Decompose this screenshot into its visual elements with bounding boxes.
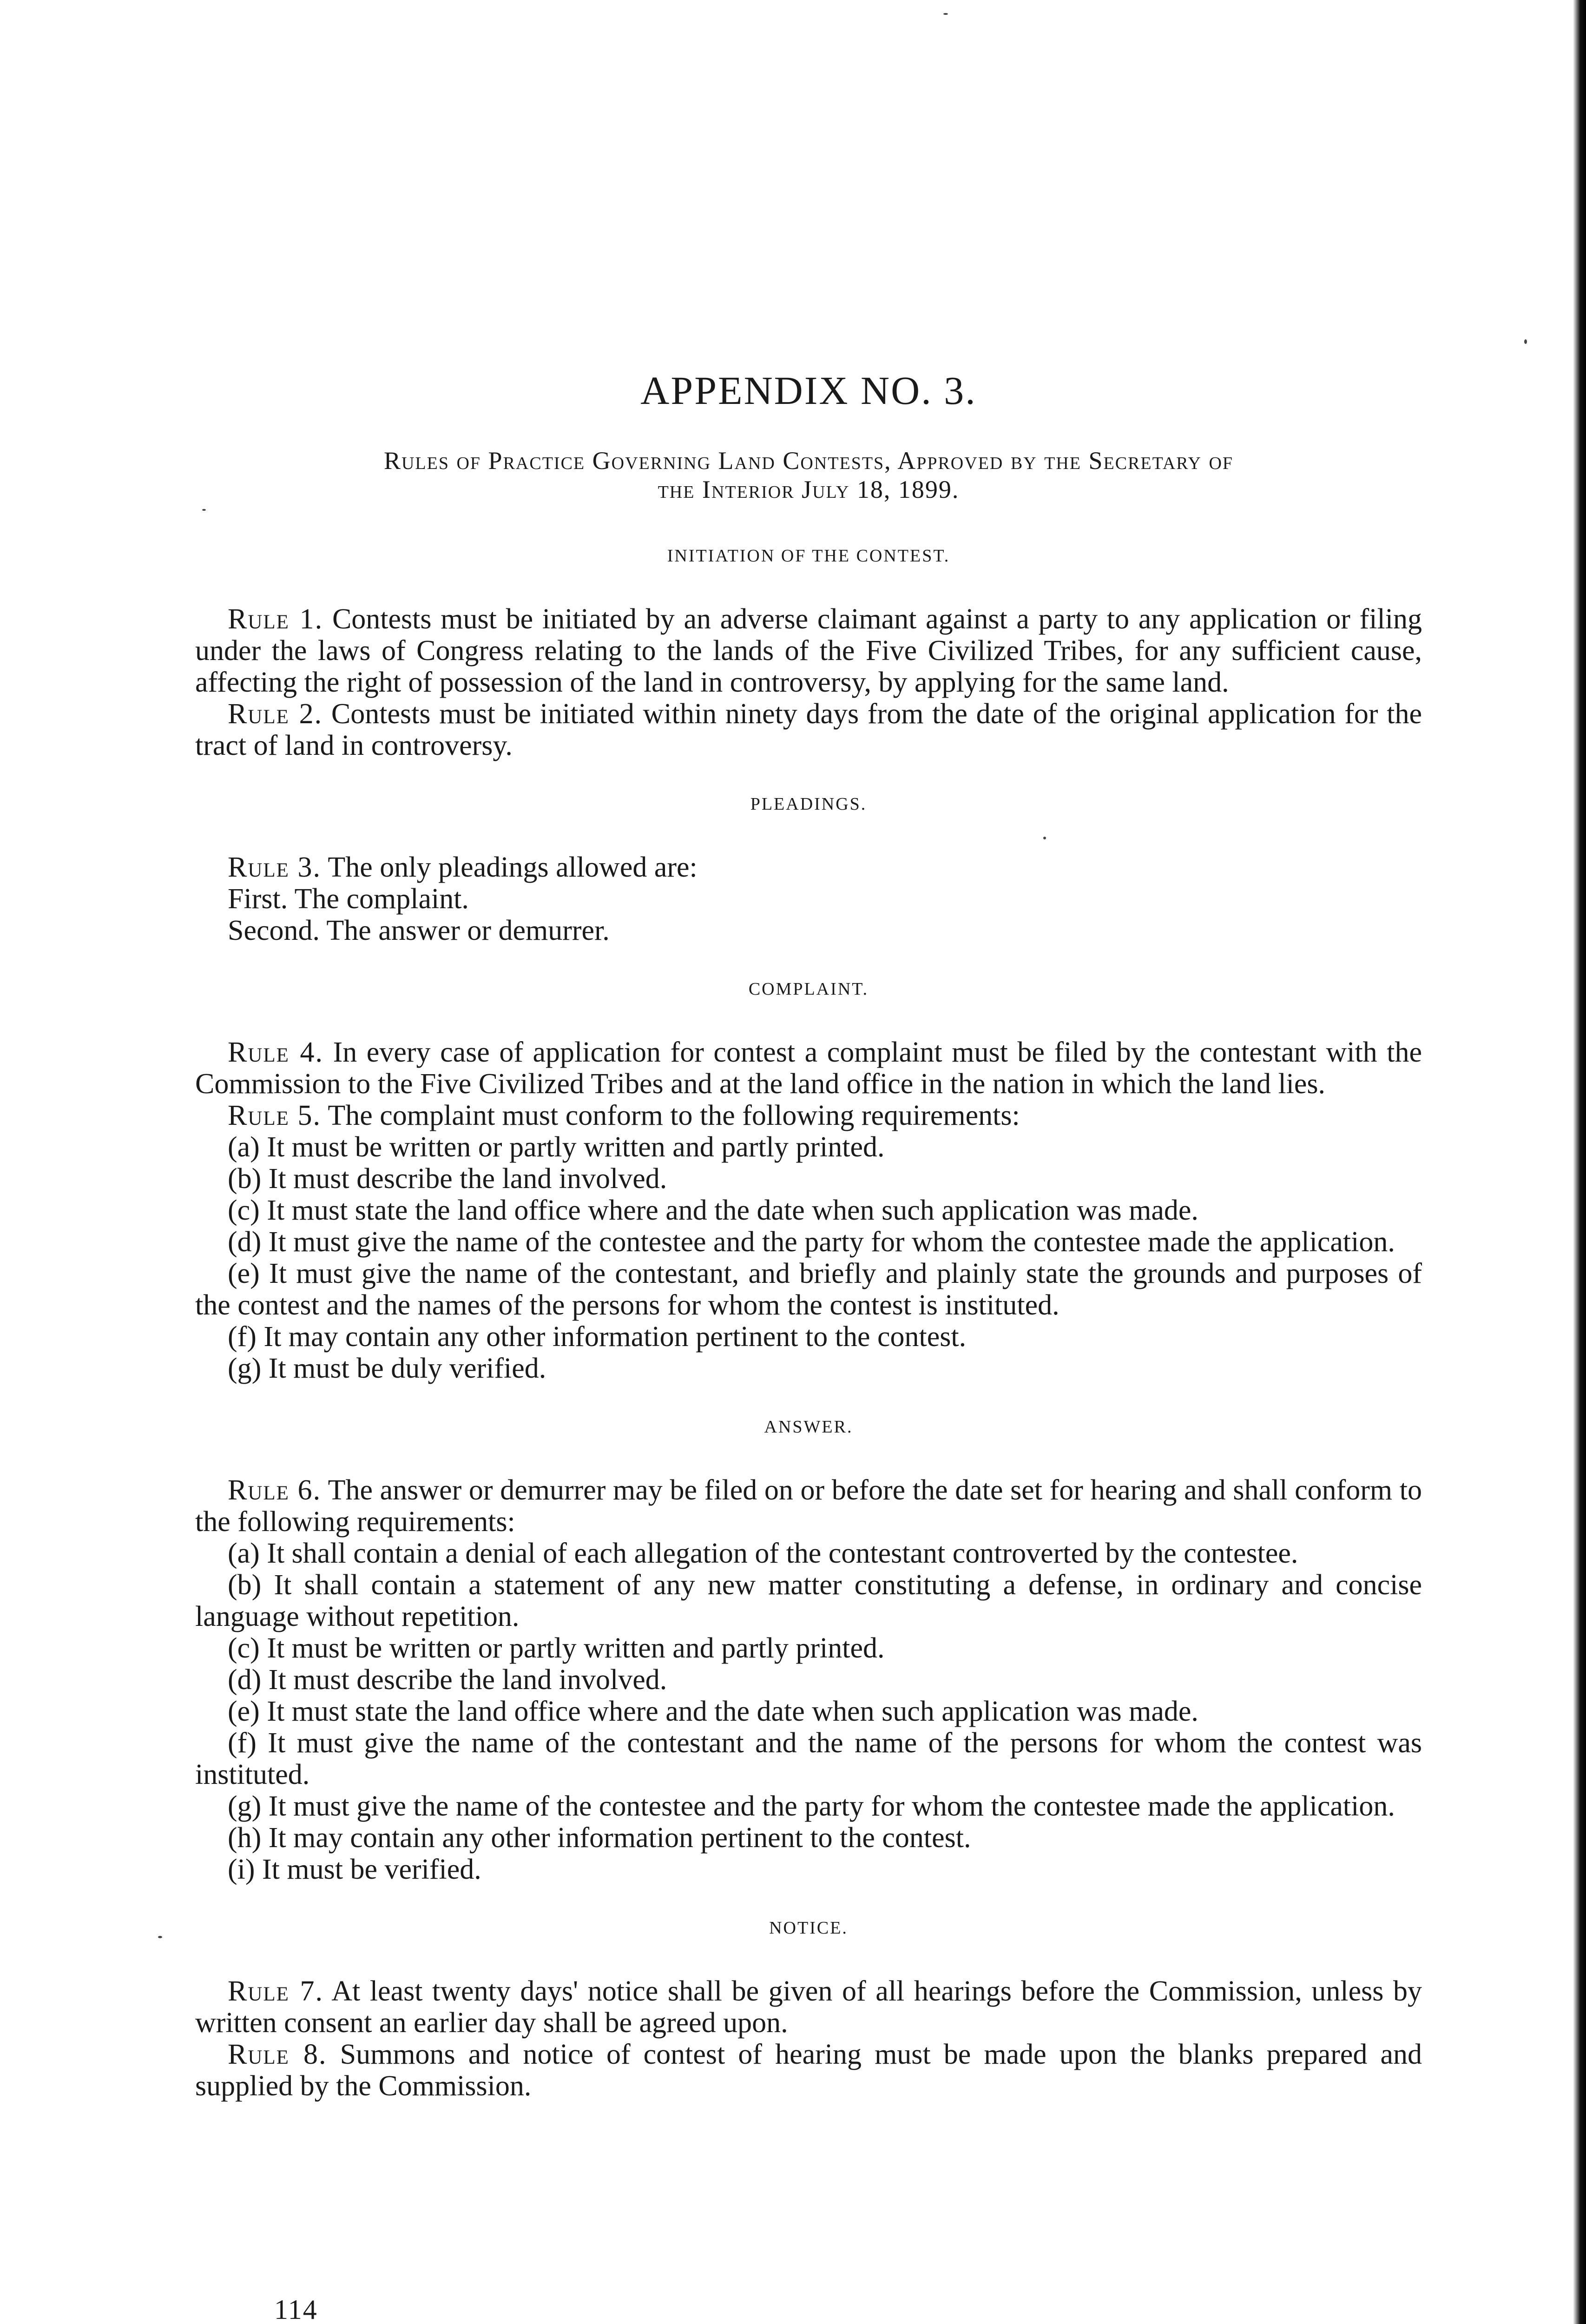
complaint-requirement-b: (b) It must describe the land involved. xyxy=(228,1163,667,1195)
rule-1-label: Rule 1. xyxy=(228,603,323,635)
document-page xyxy=(195,367,1422,2102)
rule-4-label: Rule 4. xyxy=(228,1037,324,1068)
complaint-requirement-g: (g) It must be duly verified. xyxy=(228,1353,546,1384)
section-heading-initiation: INITIATION OF THE CONTEST. xyxy=(667,546,950,566)
rule-7 xyxy=(195,1975,1422,2039)
section-heading-pleadings: PLEADINGS. xyxy=(750,794,867,814)
rule-6-text: The answer or demurrer may be filed on or before the date set for hearing and shall conform to the following requirements: xyxy=(195,1474,1422,1538)
rule-8-label: Rule 8. xyxy=(228,2039,327,2070)
answer-requirement-h: (h) It may contain any other information pertinent to the contest. xyxy=(228,1822,971,1854)
section-heading-notice: NOTICE. xyxy=(769,1918,848,1938)
complaint-requirement-e: (e) It must give the name of the contestant, and briefly and plainly state the grounds and purposes of the contest and the names of the persons for whom the contest is instituted. xyxy=(195,1258,1422,1321)
answer-requirement-c: (c) It must be written or partly written and partly printed. xyxy=(228,1632,885,1664)
rule-2-label: Rule 2. xyxy=(228,698,323,730)
scan-edge xyxy=(1573,0,1586,2324)
subtitle-line-2: the Interior July 18, 1899. xyxy=(658,475,960,503)
page-number: 114 xyxy=(274,2294,318,2324)
scan-speck xyxy=(943,13,948,15)
rule-7-label: Rule 7. xyxy=(228,1975,324,2007)
rule-3 xyxy=(195,852,1422,883)
answer-requirement-b: (b) It shall contain a statement of any new matter constituting a defense, in ordinary and concise language without repetition. xyxy=(195,1569,1422,1632)
pleading-first: First. The complaint. xyxy=(228,883,469,915)
document-subtitle xyxy=(195,446,1422,504)
answer-requirement-g: (g) It must give the name of the contestee and the party for whom the contestee made the application. xyxy=(228,1790,1395,1822)
rule-4-text: In every case of application for contest a complaint must be filed by the contestant with the Commission to the Five Civilized Tribes and at the land office in the nation in which the land lies. xyxy=(195,1037,1422,1100)
rule-2-text: Contests must be initiated within ninety days from the date of the original application for the tract of land in controversy. xyxy=(195,698,1422,761)
scan-speck xyxy=(1524,339,1527,344)
complaint-requirement-c: (c) It must state the land office where and the date when such application was made. xyxy=(228,1195,1198,1226)
complaint-requirement-a: (a) It must be written or partly written and partly printed. xyxy=(228,1131,885,1163)
rule-1 xyxy=(195,603,1422,698)
rule-3-text: The only pleadings allowed are: xyxy=(328,852,698,883)
page-title: APPENDIX NO. 3. xyxy=(640,368,977,413)
complaint-requirement-d: (d) It must give the name of the contestee and the party for whom the contestee made the application. xyxy=(228,1226,1395,1258)
answer-requirement-e: (e) It must state the land office where and the date when such application was made. xyxy=(228,1696,1198,1727)
subtitle-line-1: Rules of Practice Governing Land Contests, Approved by the Secretary of xyxy=(383,447,1234,475)
pleading-second: Second. The answer or demurrer. xyxy=(228,915,610,946)
rule-2 xyxy=(195,698,1422,761)
rule-6-label: Rule 6. xyxy=(228,1474,322,1506)
answer-requirement-a: (a) It shall contain a denial of each allegation of the contestant controverted by the contestee. xyxy=(228,1538,1298,1569)
scan-speck xyxy=(158,1936,162,1938)
rule-6 xyxy=(195,1474,1422,1538)
rule-4 xyxy=(195,1037,1422,1100)
rule-5-label: Rule 5. xyxy=(228,1100,321,1131)
rule-8-text: Summons and notice of contest of hearing must be made upon the blanks prepared and supplied by the Commission. xyxy=(195,2039,1422,2102)
rule-7-text: At least twenty days' notice shall be given of all hearings before the Commission, unless by written consent an earlier day shall be agreed upon. xyxy=(195,1975,1422,2039)
answer-requirement-f: (f) It must give the name of the contestant and the name of the persons for whom the contest was instituted. xyxy=(195,1727,1422,1790)
answer-requirement-i: (i) It must be verified. xyxy=(228,1854,481,1885)
rule-1-text: Contests must be initiated by an adverse claimant against a party to any application or filing under the laws of Congress relating to the lands of the Five Civilized Tribes, for any sufficient cause, affecting the right of possession of the land in controversy, by applying for the same land. xyxy=(195,603,1422,698)
rule-5-text: The complaint must conform to the following requirements: xyxy=(328,1100,1020,1131)
section-heading-answer: ANSWER. xyxy=(764,1417,853,1437)
rule-3-label: Rule 3. xyxy=(228,852,321,883)
rule-8 xyxy=(195,2039,1422,2102)
rule-5 xyxy=(195,1100,1422,1131)
complaint-requirement-f: (f) It may contain any other information pertinent to the contest. xyxy=(228,1321,967,1353)
answer-requirement-d: (d) It must describe the land involved. xyxy=(228,1664,667,1696)
section-heading-complaint: COMPLAINT. xyxy=(748,979,869,999)
